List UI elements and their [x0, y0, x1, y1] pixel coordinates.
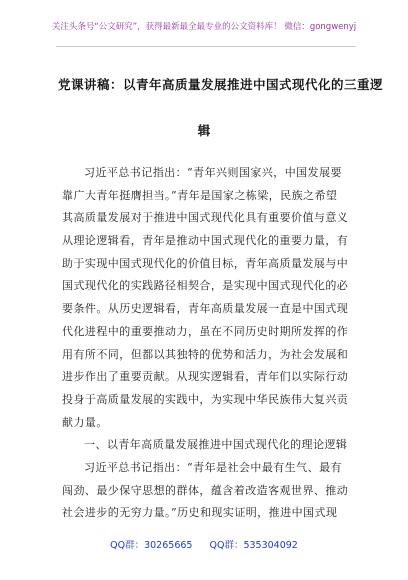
footer-qq-group-1: QQ群：30265665 [110, 540, 193, 551]
paragraph-line: 献力量。 [62, 415, 108, 429]
header-divider [56, 46, 356, 47]
footer-contact [0, 540, 408, 552]
paragraph-line: 社会进步的无穷力量。”历史和现实证明，推进中国式现 [62, 506, 338, 520]
paragraph-line: 要条件。从历史逻辑看，青年高质量发展一直是中国式现 [62, 302, 349, 316]
footer-qq-group-2: QQ群：535304092 [209, 540, 298, 551]
paragraph-line: 习近平总书记指出：“青年兴则国家兴，中国发展要 [84, 166, 342, 179]
paragraph-line: 习近平总书记指出：“青年是社会中最有生气、最有 [84, 460, 342, 474]
document-title-continuation: 辑 [197, 123, 211, 138]
document-title: 党课讲稿：以青年高质量发展推进中国式现代化的三重逻 [58, 77, 384, 92]
paragraph-line: 国式现代化的实践路径相契合，是实现中国式现代化的必 [62, 279, 349, 293]
paragraph-line: 代化进程中的重要推动力，虽在不同历史时期所发挥的作 [62, 324, 349, 338]
paragraph-line: 靠广大青年挺膺担当。”青年是国家之栋梁，民族之希望 [62, 188, 338, 202]
paragraph-line: 助于实现中国式现代化的价值目标，青年高质量发展与中 [62, 256, 349, 270]
document-body [62, 162, 350, 525]
paragraph-line: 进步作出了重要贡献。从现实逻辑看，青年们以实际行动 [62, 370, 349, 384]
paragraph-line: 闯劲、最少保守思想的群体，蕴含着改造客观世界、推动 [62, 483, 349, 497]
section-heading: 一、以青年高质量发展推进中国式现代化的理论逻辑 [84, 438, 348, 452]
paragraph-line: 用有所不同，但都以其独特的优势和活力，为社会发展和 [62, 347, 349, 361]
paragraph-line: 从理论逻辑看，青年是推动中国式现代化的重要力量，有 [62, 234, 349, 248]
paragraph-line: 其高质量发展对于推进中国式现代化具有重要价值与意义 [62, 211, 349, 225]
paragraph-line: 投身于高质量发展的实践中，为实现中华民族伟大复兴贡 [62, 392, 349, 406]
header-banner: 关注头条号“公文研究”，获得最新最全最专业的公文资料库！ 微信：gongwenyj [51, 22, 357, 32]
